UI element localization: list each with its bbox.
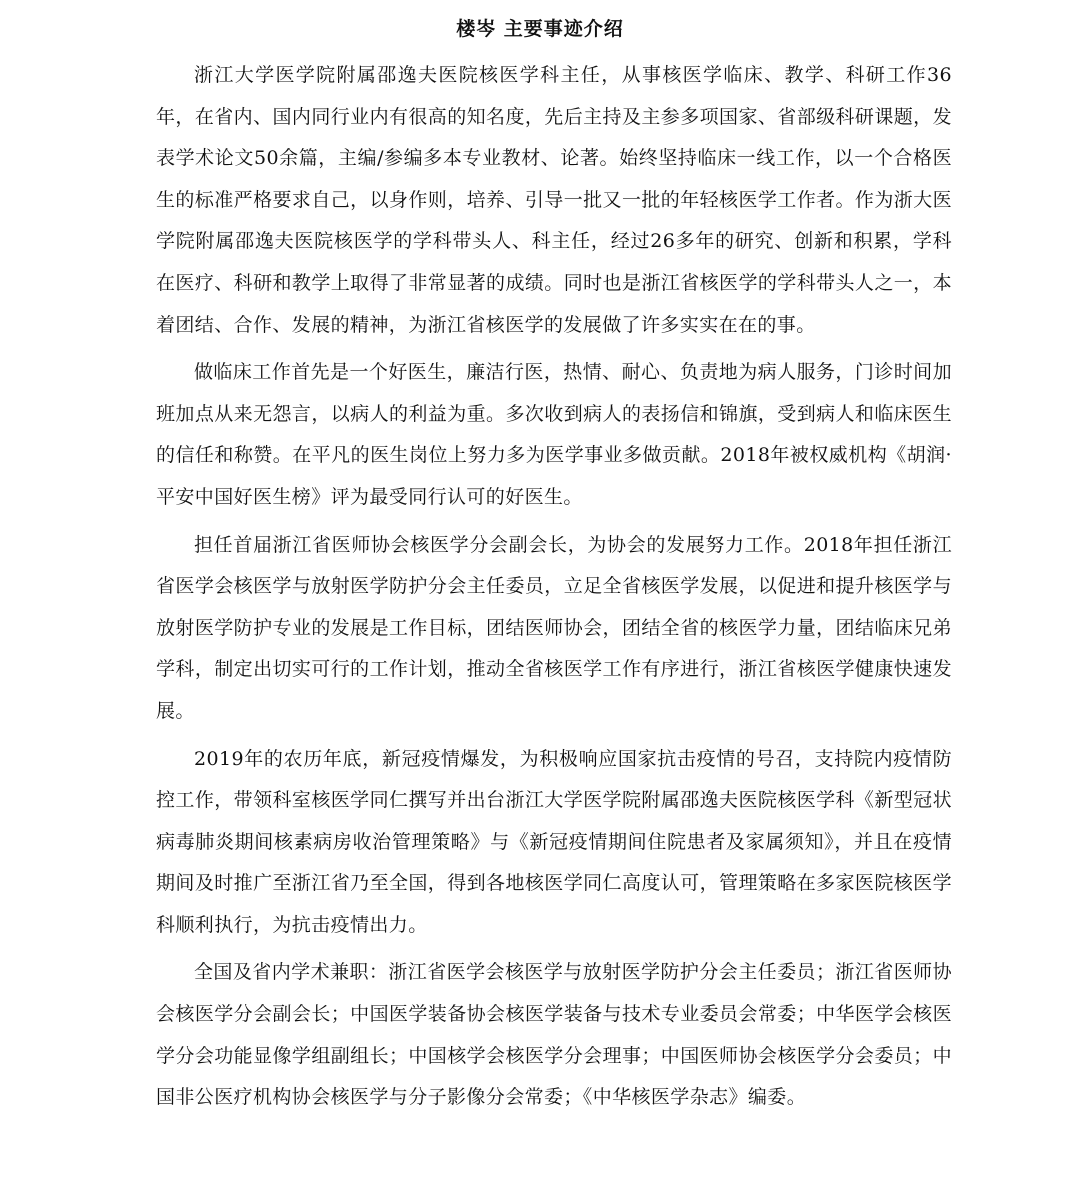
paragraph-clinical: 做临床工作首先是一个好医生，廉洁行医，热情、耐心、负责地为病人服务，门诊时间加班加点从来无怨言，以病人的利益为重。多次收到病人的表扬信和锦旗，受到病人和临床医生的信任和称赞。在平凡的医生岗位上努力多为医学事业多做贡献。2018年被权威机构《胡润·平安中国好医生榜》评为最受同行认可的好医生。	[156, 361, 952, 508]
document-body	[156, 55, 952, 1125]
paragraph-covid: 2019年的农历年底，新冠疫情爆发，为积极响应国家抗击疫情的号召，支持院内疫情防控工作，带领科室核医学同仁撰写并出台浙江大学医学院附属邵逸夫医院核医学科《新型冠状病毒肺炎期间核素病房收治管理策略》与《新冠疫情期间住院患者及家属须知》，并且在疫情期间及时推广至浙江省乃至全国，得到各地核医学同仁高度认可，管理策略在多家医院核医学科顺利执行，为抗击疫情出力。	[156, 747, 952, 936]
paragraph-positions: 全国及省内学术兼职：浙江省医学会核医学与放射医学防护分会主任委员；浙江省医师协会核医学分会副会长；中国医学装备协会核医学装备与技术专业委员会常委；中华医学会核医学分会功能显像学组副组长；中国核学会核医学分会理事；中国医师协会核医学分会委员；中国非公医疗机构协会核医学与分子影像分会常委；《中华核医学杂志》编委。	[156, 961, 952, 1109]
document-title: 楼岑 主要事迹介绍	[456, 18, 624, 40]
paragraph-intro: 浙江大学医学院附属邵逸夫医院核医学科主任，从事核医学临床、教学、科研工作36年，在省内、国内同行业内有很高的知名度，先后主持及主参多项国家、省部级科研课题，发表学术论文50余篇，主编/参编多本专业教材、论著。始终坚持临床一线工作，以一个合格医生的标准严格要求自己，以身作则，培养、引导一批又一批的年轻核医学工作者。作为浙大医学院附属邵逸夫医院核医学的学科带头人、科主任，经过26多年的研究、创新和积累，学科在医疗、科研和教学上取得了非常显著的成绩。同时也是浙江省核医学的学科带头人之一，本着团结、合作、发展的精神，为浙江省核医学的发展做了许多实实在在的事。	[156, 64, 952, 336]
paragraph-association: 担任首届浙江省医师协会核医学分会副会长，为协会的发展努力工作。2018年担任浙江省医学会核医学与放射医学防护分会主任委员，立足全省核医学发展，以促进和提升核医学与放射医学防护专业的发展是工作目标，团结医师协会，团结全省的核医学力量，团结临床兄弟学科，制定出切实可行的工作计划，推动全省核医学工作有序进行，浙江省核医学健康快速发展。	[156, 533, 952, 722]
